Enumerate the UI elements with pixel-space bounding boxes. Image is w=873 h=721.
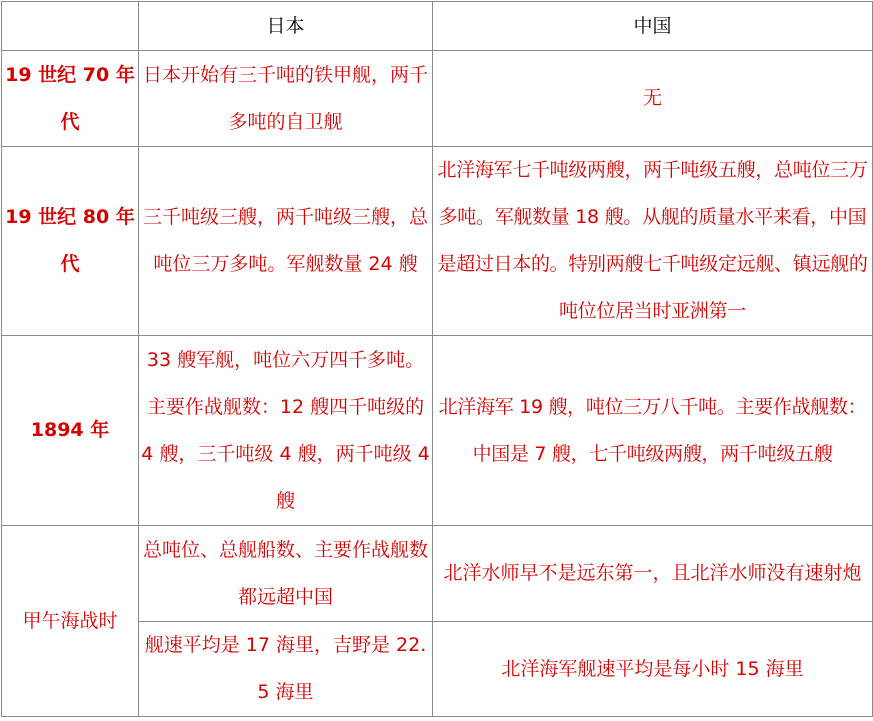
table-row xyxy=(2,336,873,526)
header-corner-cell xyxy=(2,2,139,51)
japan-cell: 33 艘军舰，吨位六万四千多吨。主要作战舰数：12 艘四千吨级的 4 艘，三千吨级 4 艘，两千吨级 4 艘 xyxy=(139,336,433,526)
comparison-table xyxy=(1,1,873,717)
period-cell: 甲午海战时 xyxy=(2,526,139,717)
period-cell: 19 世纪 80 年代 xyxy=(2,147,139,336)
japan-cell: 三千吨级三艘，两千吨级三艘，总吨位三万多吨。军舰数量 24 艘 xyxy=(139,147,433,336)
header-row xyxy=(2,2,873,51)
period-cell: 1894 年 xyxy=(2,336,139,526)
period-cell: 19 世纪 70 年代 xyxy=(2,51,139,147)
china-cell: 无 xyxy=(433,51,873,147)
japan-cell: 日本开始有三千吨的铁甲舰，两千多吨的自卫舰 xyxy=(139,51,433,147)
table-row xyxy=(2,526,873,622)
table-row xyxy=(2,147,873,336)
header-china-cell: 中国 xyxy=(433,2,873,51)
china-cell: 北洋海军七千吨级两艘，两千吨级五艘，总吨位三万多吨。军舰数量 18 艘。从舰的质量水平来看，中国是超过日本的。特别两艘七千吨级定远舰、镇远舰的吨位位居当时亚洲第一 xyxy=(433,147,873,336)
japan-cell: 总吨位、总舰船数、主要作战舰数都远超中国 xyxy=(139,526,433,622)
japan-cell: 舰速平均是 17 海里，吉野是 22.5 海里 xyxy=(139,622,433,717)
china-cell: 北洋海军舰速平均是每小时 15 海里 xyxy=(433,622,873,717)
china-cell: 北洋海军 19 艘，吨位三万八千吨。主要作战舰数：中国是 7 艘，七千吨级两艘，两千吨级五艘 xyxy=(433,336,873,526)
china-cell: 北洋水师早不是远东第一，且北洋水师没有速射炮 xyxy=(433,526,873,622)
header-japan-cell: 日本 xyxy=(139,2,433,51)
table-row xyxy=(2,51,873,147)
